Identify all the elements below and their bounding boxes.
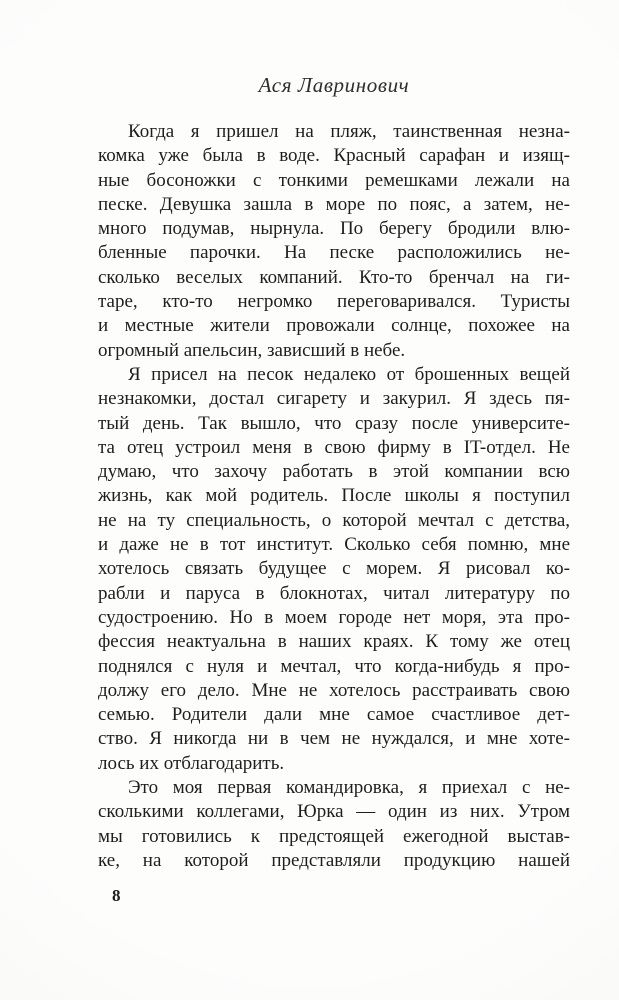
text-line: и даже не в тот институт. Сколько себя помню, мне [98, 534, 570, 556]
text-line: хотелось связать будущее с морем. Я рисовал ко- [98, 558, 570, 580]
text-line: та отец устроил меня в свою фирму в IT-отдел. Не [98, 436, 570, 458]
text-line: сколько веселых компаний. Кто-то бренчал на ги- [98, 266, 570, 288]
text-line: сколькими коллегами, Юрка — один из них. Утром [98, 801, 570, 823]
text-line: ство. Я никогда ни в чем не нуждался, и мне хоте- [98, 728, 570, 750]
text-line: поднялся с нуля и мечтал, что когда-нибудь я про- [98, 655, 570, 677]
text-line: много подумав, нырнула. По берегу бродили влю- [98, 218, 570, 240]
text-line: песке. Девушка зашла в море по пояс, а затем, не- [98, 193, 570, 215]
text-line: Я присел на песок недалеко от брошенных вещей [128, 363, 570, 385]
text-line: тый день. Так вышло, что сразу после университе- [98, 412, 570, 434]
body-text [98, 120, 570, 873]
text-line: ные босоножки с тонкими ремешками лежали на [98, 169, 570, 191]
text-line: комка уже была в воде. Красный сарафан и изящ- [98, 145, 570, 167]
text-line: Когда я пришел на пляж, таинственная незна- [128, 121, 570, 142]
text-line: и местные жители провожали солнце, похожее на [98, 315, 570, 337]
text-line: фессия неактуальна в наших краях. К тому же отец [98, 631, 570, 653]
text-line: судостроению. Но в моем городе нет моря, эта про- [98, 606, 570, 628]
text-line: незнакомки, достал сигарету и закурил. Я здесь пя- [98, 388, 570, 410]
text-line: мы готовились к предстоящей ежегодной выстав- [98, 825, 570, 847]
text-line: жизнь, как мой родитель. После школы я поступил [98, 485, 570, 507]
page-number: 8 [112, 886, 121, 905]
text-line: огромный апельсин, зависший в небе. [98, 339, 406, 361]
text-line: должу его дело. Мне не хотелось расстраивать свою [98, 679, 570, 701]
text-line: лось их отблагодарить. [98, 752, 285, 774]
running-header-author: Ася Лавринович [258, 73, 410, 97]
text-line: рабли и паруса в блокнотах, читал литературу по [98, 582, 570, 604]
text-line: бленные парочки. На песке расположились не- [98, 242, 570, 264]
text-line: семью. Родители дали мне самое счастливое дет- [98, 704, 570, 726]
text-line: ке, на которой представляли продукцию нашей [98, 849, 570, 871]
text-line: Это моя первая командировка, я приехал с не- [128, 777, 570, 799]
text-line: не на ту специальность, о которой мечтал с детства, [98, 509, 570, 531]
text-line: таре, кто-то негромко переговаривался. Туристы [98, 291, 570, 313]
text-line: думаю, что захочу работать в этой компании всю [98, 461, 570, 483]
